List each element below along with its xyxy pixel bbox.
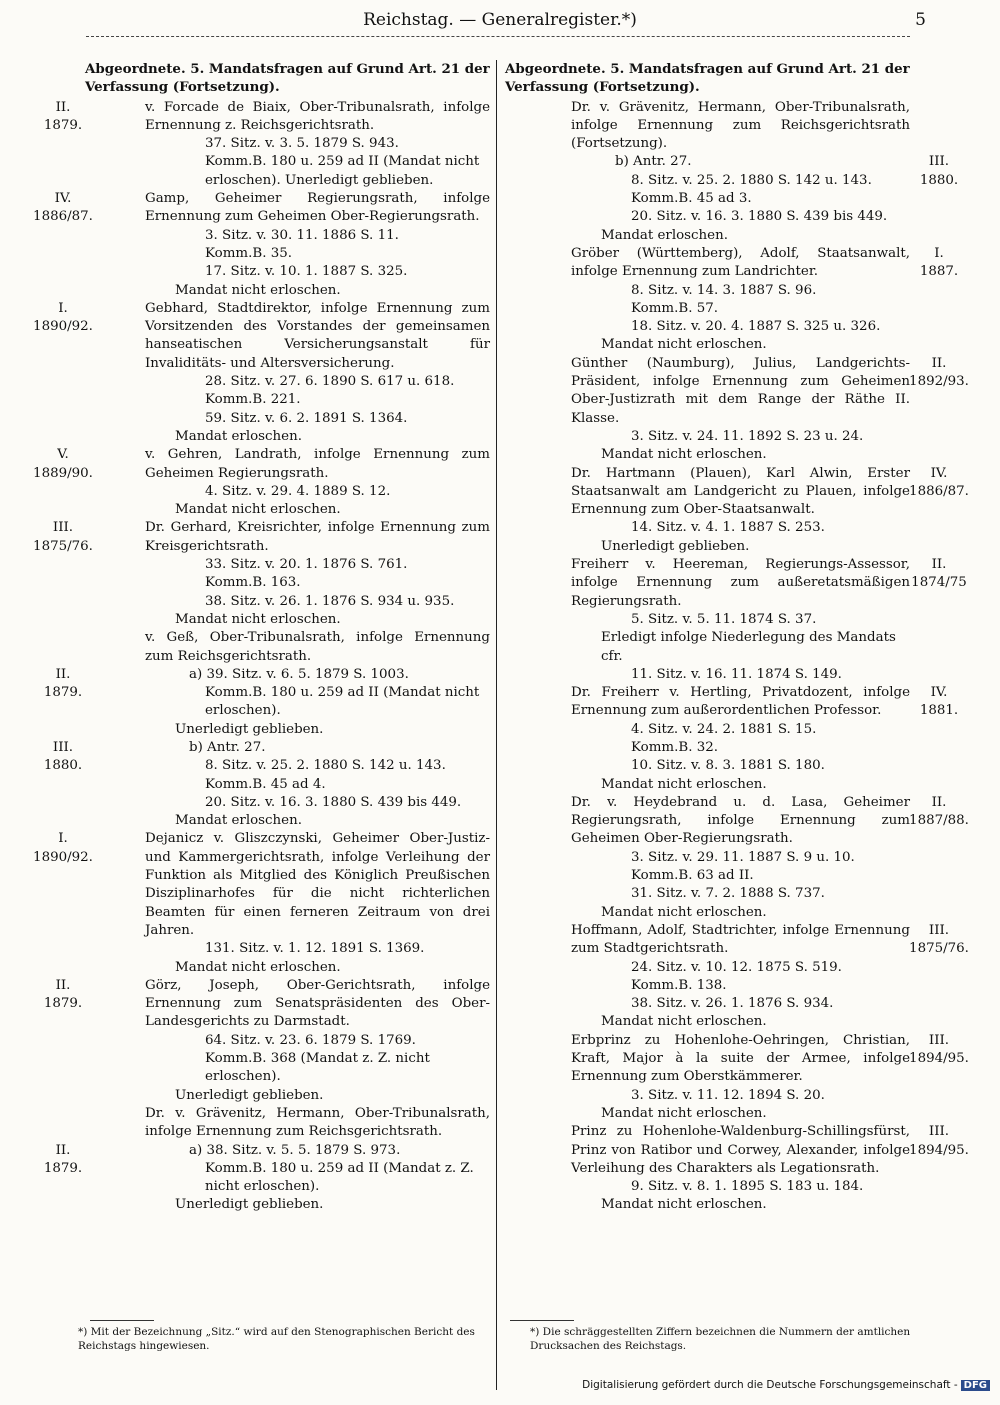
entry-line: 17. Sitz. v. 10. 1. 1887 S. 325.	[205, 264, 408, 280]
entry-line: Mandat nicht erloschen.	[601, 1105, 767, 1121]
entry-line: Komm.B. 180 u. 259 ad II (Mandat z. Z. nicht erloschen).	[205, 1160, 474, 1195]
entry-line: 3. Sitz. v. 30. 11. 1886 S. 11.	[205, 227, 399, 243]
entry-text: Freiherr v. Heereman, Regierungs-Assessor, infolge Ernennung zum außeretatsmäßigen Regierungsrath.	[571, 557, 910, 609]
footnote-rule	[90, 1320, 154, 1321]
entry-line: 8. Sitz. v. 25. 2. 1880 S. 142 u. 143.	[631, 172, 872, 188]
register-entry	[30, 830, 490, 976]
running-title: Reichstag. — Generalregister.*)	[363, 10, 637, 30]
register-entry	[505, 794, 970, 922]
entry-line: Komm.B. 180 u. 259 ad II (Mandat nicht erloschen).	[205, 685, 480, 719]
register-entry	[505, 1123, 970, 1214]
register-entry	[30, 739, 490, 830]
entry-line: Komm.B. 57.	[631, 300, 719, 316]
header-rule	[86, 36, 910, 37]
register-entry	[505, 355, 970, 465]
session-year: III. 1875/76.	[909, 922, 969, 957]
entry-line: Mandat nicht erloschen.	[601, 337, 767, 353]
entry-line: Unerledigt geblieben.	[175, 721, 324, 737]
entry-line: Unerledigt geblieben.	[601, 538, 750, 554]
column-divider	[496, 60, 497, 1390]
entry-line: Mandat erloschen.	[175, 813, 302, 829]
page-number: 5	[915, 10, 926, 30]
entry-line: 37. Sitz. v. 3. 5. 1879 S. 943.	[205, 136, 399, 152]
footnote-rule	[510, 1320, 574, 1321]
entry-line: Komm.B. 368 (Mandat z. Z. nicht erloschen).	[205, 1051, 430, 1085]
entry-text: Gebhard, Stadtdirektor, infolge Ernennung zum Vorsitzenden des Vorstandes der gemeinsamen hanseatischen Versicherungsanstalt für Invaliditäts- und Altersversicherung.	[145, 300, 490, 371]
entry-line: 3. Sitz. v. 24. 11. 1892 S. 23 u. 24.	[631, 428, 864, 444]
footnote-left: *) Mit der Bezeichnung „Sitz.“ wird auf den Stenographischen Bericht des Reichstags hingewiesen.	[78, 1326, 475, 1352]
entry-text: Gamp, Geheimer Regierungsrath, infolge Ernennung zum Geheimen Ober-Regierungsrath.	[145, 191, 490, 225]
entry-text: Dr. v. Grävenitz, Hermann, Ober-Tribunalsrath, infolge Ernennung zum Reichsgerichtsrath.	[145, 1105, 490, 1140]
entry-line: 3. Sitz. v. 11. 12. 1894 S. 20.	[631, 1087, 825, 1103]
entry-line: 8. Sitz. v. 25. 2. 1880 S. 142 u. 143.	[205, 758, 446, 774]
entry-line: a) 38. Sitz. v. 5. 5. 1879 S. 973.	[189, 1142, 401, 1158]
entry-line: Mandat nicht erloschen.	[601, 1014, 767, 1030]
session-year: III. 1880.	[919, 154, 959, 188]
entry-text: Erbprinz zu Hohenlohe-Oehringen, Christian, Kraft, Major à la suite der Armee, infolge Ernennung zum Oberstkämmerer.	[571, 1032, 910, 1085]
entry-line: 10. Sitz. v. 8. 3. 1881 S. 180.	[631, 758, 825, 774]
entry-text: Hoffmann, Adolf, Stadtrichter, infolge Ernennung zum Stadtgerichtsrath.	[571, 922, 910, 957]
session-year: I. 1890/92.	[33, 831, 93, 865]
footnote-right: *) Die schräggestellten Ziffern bezeichnen die Nummern der amtlichen Drucksachen des Reichstags.	[530, 1326, 911, 1352]
register-entry	[505, 684, 970, 794]
session-year: V. 1889/90.	[33, 447, 93, 481]
session-year: I. 1890/92.	[33, 300, 93, 335]
register-entry	[505, 556, 970, 684]
entry-line: Komm.B. 32.	[631, 739, 719, 755]
entry-line: Komm.B. 221.	[205, 392, 301, 408]
entry-line: Mandat nicht erloschen.	[601, 447, 767, 463]
entry-text: v. Geß, Ober-Tribunalsrath, infolge Ernennung zum Reichsgerichtsrath.	[145, 630, 490, 664]
entry-line: 20. Sitz. v. 16. 3. 1880 S. 439 bis 449.	[205, 794, 462, 810]
entry-line: 9. Sitz. v. 8. 1. 1895 S. 183 u. 184.	[631, 1179, 864, 1195]
entry-text: Dr. Hartmann (Plauen), Karl Alwin, Erster Staatsanwalt am Landgericht zu Plauen, infolge Ernennung zum Ober-Staatsanwalt.	[571, 465, 910, 518]
entry-line: 31. Sitz. v. 7. 2. 1888 S. 737.	[631, 886, 825, 902]
entry-line: 33. Sitz. v. 20. 1. 1876 S. 761.	[205, 557, 408, 573]
session-year: IV. 1881.	[919, 685, 959, 719]
session-year: IV. 1886/87.	[909, 465, 969, 499]
entry-text: Prinz zu Hohenlohe-Waldenburg-Schillingsfürst, Prinz von Ratibor und Corwey, Alexander, infolge Verleihung des Charakters als Legationsrath.	[571, 1124, 910, 1176]
left-column	[30, 60, 490, 1215]
register-entry	[30, 519, 490, 629]
register-entry	[505, 1032, 970, 1123]
session-year: III. 1894/95.	[909, 1124, 969, 1158]
entry-line: Komm.B. 163.	[205, 575, 301, 591]
entry-line: 4. Sitz. v. 29. 4. 1889 S. 12.	[205, 483, 391, 499]
entry-text: Dr. Gerhard, Kreisrichter, infolge Ernennung zum Kreisgerichtsrath.	[145, 520, 490, 554]
entry-line: 18. Sitz. v. 20. 4. 1887 S. 325 u. 326.	[631, 319, 881, 335]
entry-text: Dejanicz v. Gliszczynski, Geheimer Ober-Justiz- und Kammergerichtsrath, infolge Verleihung der Funktion als Mitglied des Königlich Preußischen Disziplinarhofes für die nicht richterlichen Beamten für einen ferneren Zeitraum von drei Jahren.	[145, 831, 490, 938]
entry-text: v. Forcade de Biaix, Ober-Tribunalsrath, infolge Ernennung z. Reichsgerichtsrath.	[145, 99, 490, 133]
right-column	[505, 60, 970, 1215]
entry-line: 3. Sitz. v. 29. 11. 1887 S. 9 u. 10.	[631, 849, 855, 865]
session-year: IV. 1886/87.	[33, 191, 93, 225]
register-entry	[30, 666, 490, 739]
entry-line: Mandat nicht erloschen.	[175, 502, 341, 518]
entry-line: 4. Sitz. v. 24. 2. 1881 S. 15.	[631, 721, 817, 737]
entry-text: Dr. v. Grävenitz, Hermann, Ober-Tribunalsrath, infolge Ernennung zum Reichsgerichtsrath (Fortsetzung).	[571, 99, 910, 152]
entry-line: Erledigt infolge Niederlegung des Mandats cfr.	[601, 630, 896, 664]
dfg-logo: DFG	[961, 1380, 990, 1391]
register-entry	[30, 99, 490, 190]
session-year: II. 1879.	[43, 977, 83, 1012]
session-year: II. 1879.	[43, 1142, 83, 1176]
register-entry	[30, 300, 490, 446]
section-heading: Abgeordnete. 5. Mandatsfragen auf Grund Art. 21 der Verfassung (Fortsetzung).	[85, 61, 490, 96]
entry-line: 5. Sitz. v. 5. 11. 1874 S. 37.	[631, 611, 817, 627]
entry-line: Mandat erloschen.	[601, 227, 728, 243]
session-year: I. 1887.	[919, 245, 959, 280]
entry-line: a) 39. Sitz. v. 6. 5. 1879 S. 1003.	[189, 666, 409, 682]
entry-line: 28. Sitz. v. 27. 6. 1890 S. 617 u. 618.	[205, 374, 455, 390]
entry-line: 11. Sitz. v. 16. 11. 1874 S. 149.	[631, 666, 842, 682]
entry-line: Unerledigt geblieben.	[175, 1087, 324, 1103]
entry-line: 14. Sitz. v. 4. 1. 1887 S. 253.	[631, 520, 825, 536]
session-year: II. 1879.	[43, 666, 83, 701]
entry-line: 64. Sitz. v. 23. 6. 1879 S. 1769.	[205, 1032, 416, 1048]
entry-text: Dr. Freiherr v. Hertling, Privatdozent, infolge Ernennung zum außerordentlichen Professor.	[571, 685, 910, 719]
register-entry	[30, 1142, 490, 1215]
page-header	[80, 10, 926, 32]
session-year: III. 1880.	[43, 739, 83, 774]
entry-line: Mandat nicht erloschen.	[601, 776, 767, 792]
entry-line: Mandat nicht erloschen.	[175, 282, 341, 298]
register-entry	[505, 99, 970, 154]
session-year: II. 1874/75	[911, 557, 967, 591]
entry-line: Komm.B. 35.	[205, 245, 293, 261]
entry-text: Görz, Joseph, Ober-Gerichtsrath, infolge Ernennung zum Senatspräsidenten des Ober-Landesgerichts zu Darmstadt.	[145, 977, 490, 1030]
entry-text: Dr. v. Heydebrand u. d. Lasa, Geheimer Regierungsrath, infolge Ernennung zum Geheimen Ober-Regierungsrath.	[571, 794, 910, 847]
entry-line: b) Antr. 27.	[189, 739, 266, 755]
entry-line: 59. Sitz. v. 6. 2. 1891 S. 1364.	[205, 410, 408, 426]
register-entry	[505, 465, 970, 556]
entry-line: Mandat nicht erloschen.	[175, 611, 341, 627]
entry-line: 131. Sitz. v. 1. 12. 1891 S. 1369.	[205, 941, 425, 957]
entry-line: Mandat erloschen.	[175, 428, 302, 444]
session-year: II. 1892/93.	[909, 355, 969, 390]
register-entry	[30, 190, 490, 300]
footer-text: Digitalisierung gefördert durch die Deutsche Forschungsgemeinschaft -	[582, 1379, 958, 1391]
entry-line: Komm.B. 45 ad 4.	[205, 776, 326, 792]
entry-line: Komm.B. 45 ad 3.	[631, 191, 752, 207]
register-entry	[505, 922, 970, 1032]
session-year: II. 1879.	[43, 99, 83, 133]
entry-line: 38. Sitz. v. 26. 1. 1876 S. 934.	[631, 996, 834, 1012]
entry-line: 20. Sitz. v. 16. 3. 1880 S. 439 bis 449.	[631, 209, 888, 225]
section-heading: Abgeordnete. 5. Mandatsfragen auf Grund Art. 21 der Verfassung (Fortsetzung).	[505, 61, 910, 96]
register-entry	[505, 245, 970, 355]
register-entry	[30, 977, 490, 1105]
session-year: III. 1894/95.	[909, 1032, 969, 1067]
register-entry	[30, 1105, 490, 1142]
entry-line: Mandat nicht erloschen.	[601, 904, 767, 920]
entry-text: Günther (Naumburg), Julius, Landgerichts-Präsident, infolge Ernennung zum Geheimen Ober-Justizrath mit dem Range der Räthe II. Klasse.	[571, 355, 910, 426]
entry-text: v. Gehren, Landrath, infolge Ernennung zum Geheimen Regierungsrath.	[145, 447, 490, 481]
entry-line: 24. Sitz. v. 10. 12. 1875 S. 519.	[631, 959, 842, 975]
entry-line: Komm.B. 63 ad II.	[631, 868, 754, 884]
register-entry	[505, 153, 970, 244]
entry-line: Unerledigt geblieben.	[175, 1197, 324, 1213]
entry-line: b) Antr. 27.	[615, 154, 692, 170]
entry-line: Mandat nicht erloschen.	[601, 1197, 767, 1213]
dfg-footer	[582, 1379, 990, 1391]
entry-text: Gröber (Württemberg), Adolf, Staatsanwalt, infolge Ernennung zum Landrichter.	[571, 245, 910, 280]
entry-line: 8. Sitz. v. 14. 3. 1887 S. 96.	[631, 282, 817, 298]
register-entry	[30, 446, 490, 519]
session-year: II. 1887/88.	[909, 794, 969, 829]
entry-line: 38. Sitz. v. 26. 1. 1876 S. 934 u. 935.	[205, 593, 455, 609]
entry-line: Komm.B. 180 u. 259 ad II (Mandat nicht erloschen). Unerledigt geblieben.	[205, 154, 480, 188]
entry-line: Komm.B. 138.	[631, 977, 727, 993]
session-year: III. 1875/76.	[33, 520, 93, 554]
register-entry	[30, 629, 490, 666]
entry-line: Mandat nicht erloschen.	[175, 959, 341, 975]
